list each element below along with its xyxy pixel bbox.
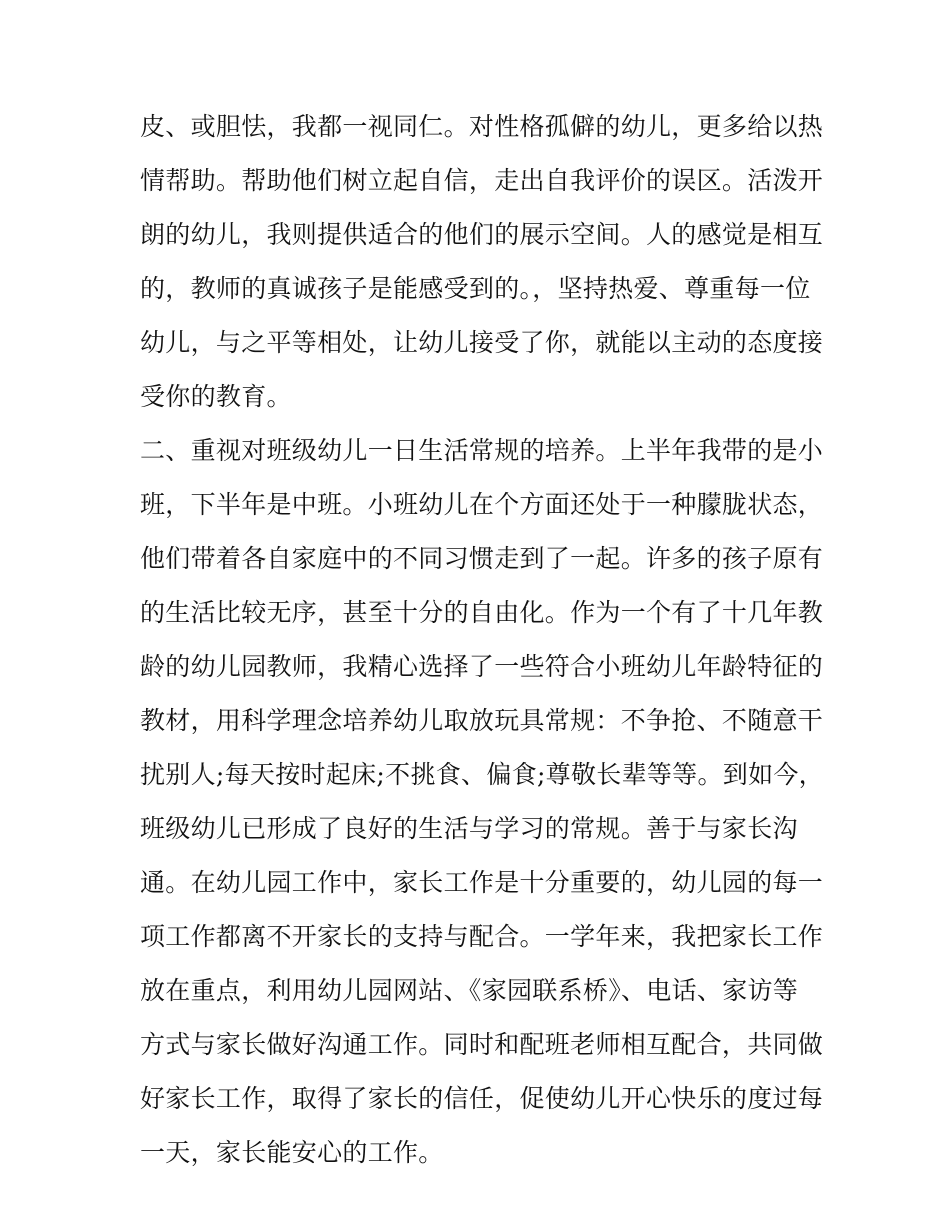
text-line: 方式与家长做好沟通工作。同时和配班老师相互配合，共同做 xyxy=(140,1030,824,1059)
text-line: 情帮助。帮助他们树立起自信，走出自我评价的误区。活泼开 xyxy=(140,166,824,195)
text-line: 的，教师的真诚孩子是能感受到的。，坚持热爱、尊重每一位 xyxy=(140,274,811,303)
text-line: 的生活比较无序，甚至十分的自由化。作为一个有了十几年教 xyxy=(140,598,824,627)
text-line: 放在重点，利用幼儿园网站、《家园联系桥》、电话、家访等 xyxy=(140,976,799,1005)
text-line: 通。在幼儿园工作中，家长工作是十分重要的，幼儿园的每一 xyxy=(140,868,824,897)
text-line: 好家长工作，取得了家长的信任，促使幼儿开心快乐的度过每 xyxy=(140,1084,824,1113)
text-line: 班级幼儿已形成了良好的生活与学习的常规。善于与家长沟 xyxy=(140,814,798,843)
text-line: 他们带着各自家庭中的不同习惯走到了一起。许多的孩子原有 xyxy=(140,544,824,573)
text-line: 龄的幼儿园教师，我精心选择了一些符合小班幼儿年龄特征的 xyxy=(140,652,824,681)
document-body-text xyxy=(140,100,830,1180)
section-heading-line: 二、重视对班级幼儿一日生活常规的培养。上半年我带的是小 xyxy=(140,436,824,465)
text-line: 班，下半年是中班。小班幼儿在个方面还处于一种朦胧状态， xyxy=(140,490,824,519)
text-line: 扰别人;每天按时起床;不挑食、偏食;尊敬长辈等等。到如今， xyxy=(140,760,824,789)
text-line: 受你的教育。 xyxy=(140,382,292,411)
text-line: 一天，家长能安心的工作。 xyxy=(140,1138,444,1167)
text-line: 项工作都离不开家长的支持与配合。一学年来，我把家长工作 xyxy=(140,922,824,951)
text-line: 幼儿，与之平等相处，让幼儿接受了你，就能以主动的态度接 xyxy=(140,328,824,357)
text-line: 教材，用科学理念培养幼儿取放玩具常规：不争抢、不随意干 xyxy=(140,706,824,735)
text-line: 朗的幼儿，我则提供适合的他们的展示空间。人的感觉是相互 xyxy=(140,220,824,249)
text-line: 皮、或胆怯，我都一视同仁。对性格孤僻的幼儿，更多给以热 xyxy=(140,112,824,141)
